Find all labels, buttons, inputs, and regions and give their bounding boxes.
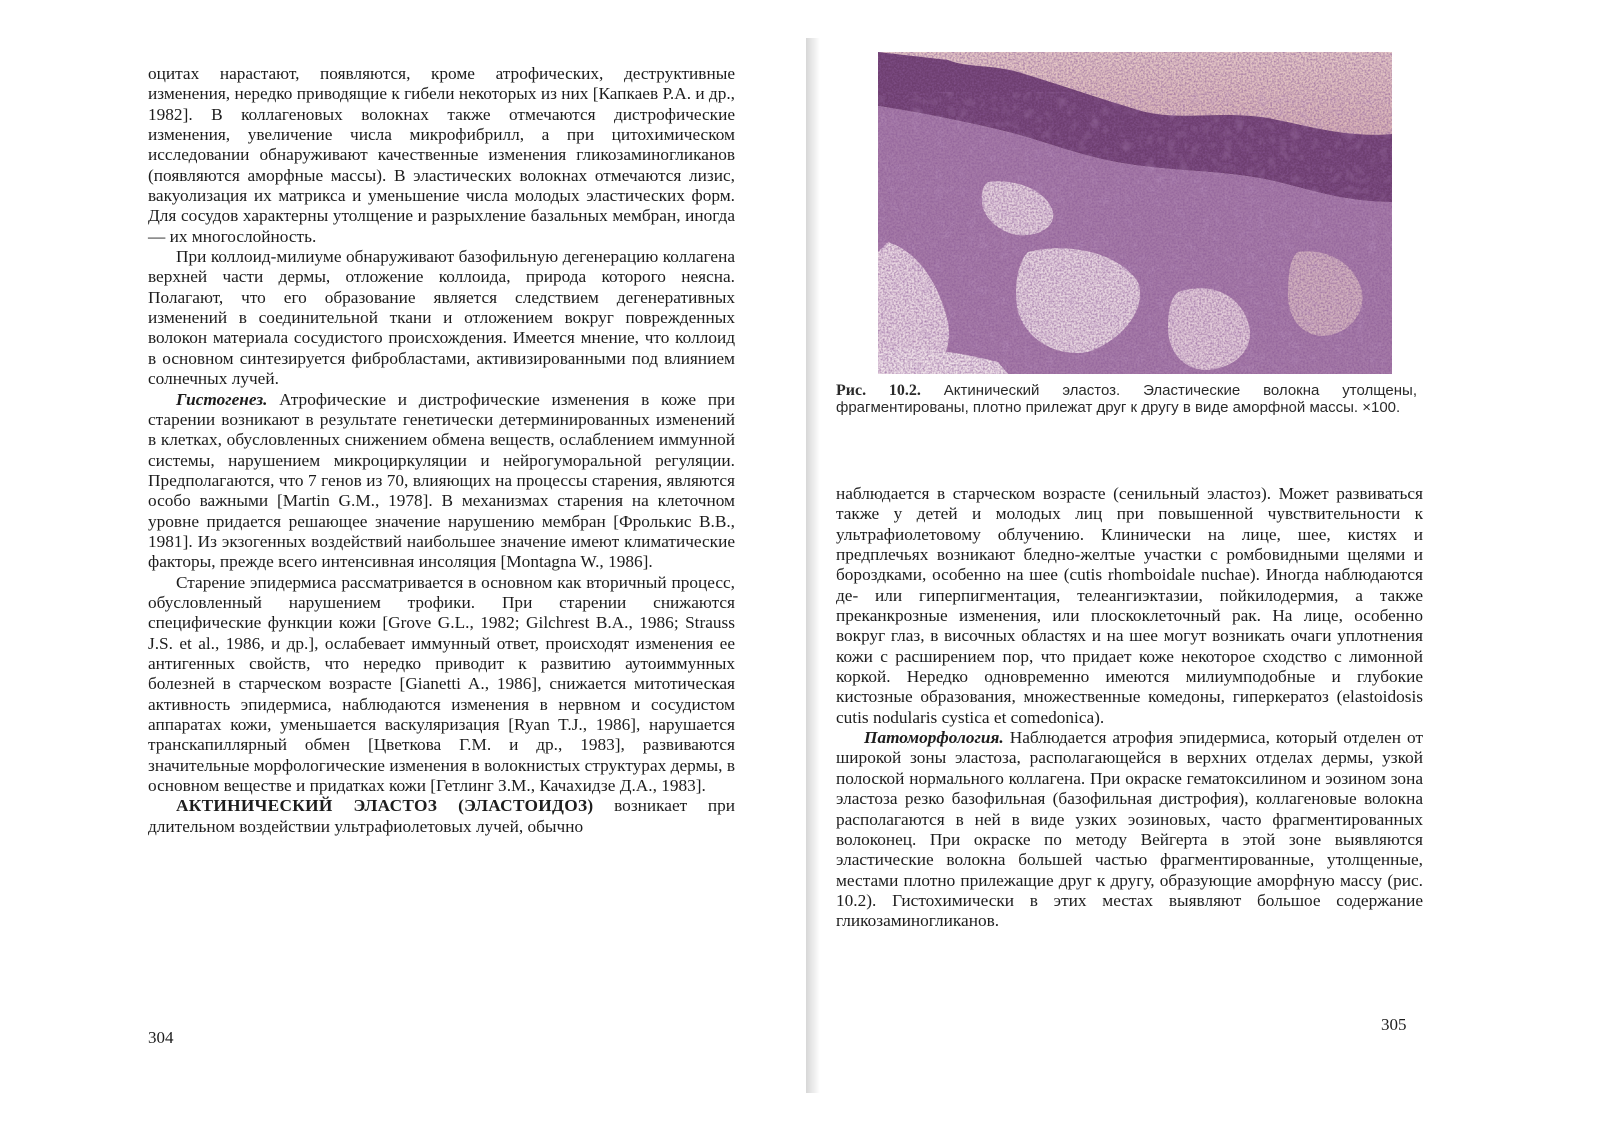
actinic-elastosis-heading: АКТИНИЧЕСКИЙ ЭЛАСТОЗ (ЭЛАСТОИДОЗ) <box>176 796 594 816</box>
right-paragraph-1: наблюдается в старческом возрасте (сенильный эластоз). Может развиваться также у детей и молодых лиц при повышенной чувствительности к ультрафиолетовому облучению. Клинически на лице, шее, кистях и предплечьях возникают бледно-желтые участки с ромбовидными щелями и бороздками, особенно на шее (cutis rhomboidale nuchae). Иногда наблюдаются де- или гиперпигментация, телеангиэктазии, пойкилодермия, а также преканкрозные изменения, или плоскоклеточный рак. На лице, особенно вокруг глаз, в височных областях и на шее могут возникать очаги уплотнения кожи с расширением пор, что придает коже некоторое сходство с лимонной коркой. Нередко одновременно имеются милиумподобные и глубокие кистозные образования, множественные комедоны, гиперкератоз (elastoidosis cutis nodularis cystica et comedonica). <box>836 484 1423 727</box>
left-paragraph-5 <box>148 796 735 837</box>
left-paragraph-3 <box>148 390 735 573</box>
right-page-text <box>836 484 1423 932</box>
figure-caption-text: Актинический эластоз. Эластические волокна утолщены, фрагментированы, плотно прилежат друг к другу в виде аморфной массы. ×100. <box>836 382 1418 417</box>
left-paragraph-3-body: Атрофические и дистрофические изменения в коже при старении возникают в результате генетически детерминированных изменений в клетках, обусловленных снижением обмена веществ, ослаблением иммунной системы, нарушением микроциркуляции и нейрогуморальной регуляции. Предполагаются, что 7 генов из 70, влияющих на процессы старения, являются особо важными [Martin G.M., 1978]. В механизмах старения на клеточном уровне придается решающее значение нарушению мембран [Фролькис В.В., 1981]. Из экзогенных воздействий наибольшее значение имеют климатические факторы, прежде всего интенсивная инсоляция [Montagna W., 1986]. <box>148 389 735 572</box>
right-paragraph-2-body: Наблюдается атрофия эпидермиса, который отделен от широкой зоны эластоза, располагающейся в верхних отделах дермы, узкой полоской нормального коллагена. При окраске гематоксилином и эозином зона эластоза резко базофильная (базофильная дистрофия), коллагеновые волокна располагаются в ней в виде узких эозиновых, часто фрагментированных волоконец. При окраске по методу Вейгерта в этой зоне выявляются эластические волокна большей частью фрагментированные, утолщенные, местами плотно прилежащие друг к другу, образующие аморфную массу (рис. 10.2). Гистохимически в этих местах выявляют большое содержание гликозаминогликанов. <box>836 728 1424 931</box>
micrograph-image <box>878 52 1392 374</box>
histology-micrograph <box>878 52 1392 374</box>
figure-label: Рис. 10.2. <box>836 382 921 399</box>
pathomorphology-runin-heading: Патоморфология. <box>864 728 1004 748</box>
left-paragraph-2: При коллоид-милиуме обнаруживают базофильную дегенерацию коллагена верхней части дермы, отложение коллоида, природа которого неясна. Полагают, что его образование является следствием дегенеративных изменений в соединительной ткани и отложением вокруг поврежденных волокон материала сосудистого происхождения. Имеется мнение, что коллоид в основном синтезируется фибробластами, активизированными под влиянием солнечных лучей. <box>148 247 735 389</box>
page-number-right: 305 <box>1381 1015 1407 1034</box>
page-number-left: 304 <box>148 1028 174 1047</box>
left-page-text <box>148 64 735 837</box>
figure-caption <box>836 382 1417 417</box>
left-paragraph-4: Старение эпидермиса рассматривается в основном как вторичный процесс, обусловленный нарушением трофики. При старении снижаются специфические функции кожи [Grove G.L., 1982; Gilchrest B.A., 1986; Strauss J.S. et al., 1986, и др.], ослабевает иммунный ответ, происходят изменения ее антигенных свойств, что нередко приводит к развитию аутоиммунных болезней в старческом возрасте [Gianetti A., 1986], снижается митотическая активность эпидермиса, наблюдаются изменения в нервном и сосудистом аппаратах кожи, уменьшается васкуляризация [Ryan T.J., 1986], нарушается транскапиллярный обмен [Цветкова Г.М. и др., 1983], развиваются значительные морфологические изменения в волокнистых структурах дермы, в основном веществе и придатках кожи [Гетлинг З.М., Качахидзе Д.А., 1983]. <box>148 572 735 796</box>
histogenesis-runin-heading: Гистогенез. <box>176 389 268 409</box>
left-paragraph-5-body: возникает при длительном воздействии ультрафиолетовых лучей, обычно <box>148 796 735 836</box>
right-paragraph-2 <box>836 728 1423 931</box>
left-paragraph-1: оцитах нарастают, появляются, кроме атрофических, деструктивные изменения, нередко приводящие к гибели некоторых из них [Капкаев Р.А. и др., 1982]. В коллагеновых волокнах также отмечаются дистрофические изменения, увеличение числа микрофибрилл, а при цитохимическом исследовании обнаруживают качественные изменения гликозаминогликанов (появляются аморфные массы). В эластических волокнах отмечаются лизис, вакуолизация их матрикса и уменьшение числа молодых эластических форм. Для сосудов характерны утолщение и разрыхление базальных мембран, иногда — их многослойность. <box>148 64 735 246</box>
left-page <box>0 0 800 1135</box>
